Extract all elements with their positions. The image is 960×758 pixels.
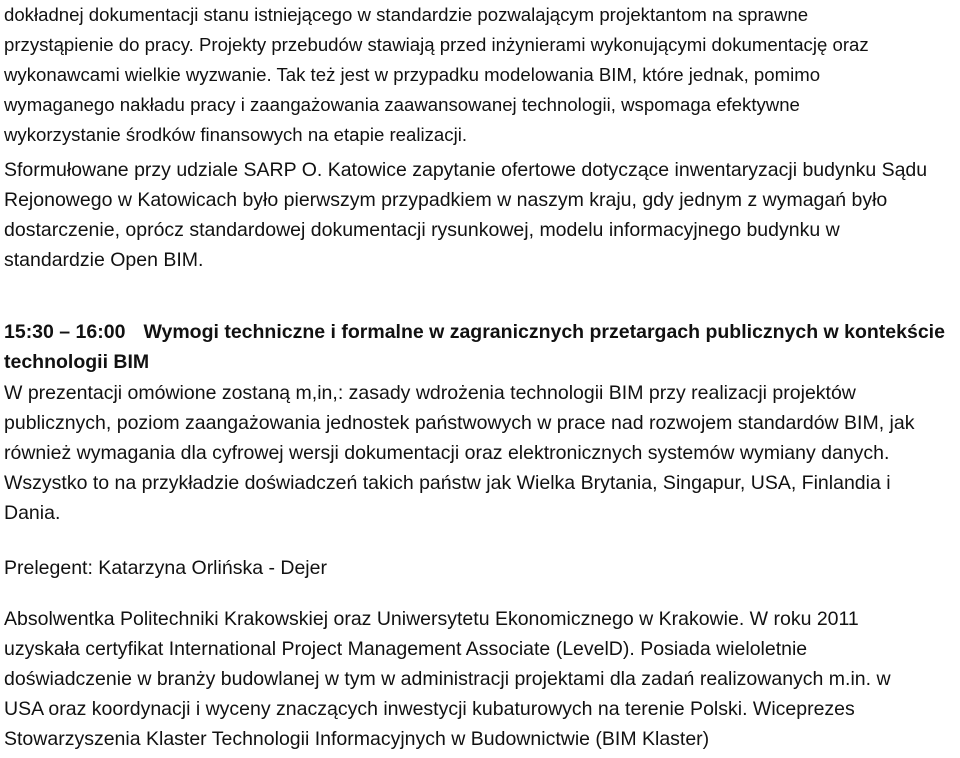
session-description-line: Wszystko to na przykładzie doświadczeń takich państw jak Wielka Brytania, Singapur, USA, Finlandia i (4, 472, 891, 494)
intro-line: wykonawcami wielkie wyzwanie. Tak też jest w przypadku modelowania BIM, które jednak, pomimo (4, 64, 821, 85)
speaker-bio-line: USA oraz koordynacji i wyceny znaczących inwestycji kubaturowych na terenie Polski. Wiceprezes (4, 698, 855, 720)
intro-line: wymaganego nakładu pracy i zaangażowania zaawansowanej technologii, wspomaga efektywne (4, 94, 800, 115)
session-description-line: publicznych, poziom zaangażowania jednostek państwowych w prace nad rozwojem standardów BIM, jak (4, 412, 915, 434)
speaker-label: Prelegent: Katarzyna Orlińska - Dejer (4, 557, 327, 579)
example-line: standardzie Open BIM. (4, 249, 204, 271)
session-title-line (4, 317, 956, 347)
example-line: Sformułowane przy udziale SARP O. Katowice zapytanie ofertowe dotyczące inwentaryzacji budynku Sądu (4, 159, 928, 181)
session-title: Wymogi techniczne i formalne w zagranicznych przetargach publicznych w kontekście (143, 321, 945, 343)
intro-paragraph (4, 0, 956, 150)
session-description-line: Dania. (4, 502, 61, 524)
session-description (4, 378, 956, 528)
intro-line: przystąpienie do pracy. Projekty przebudów stawiają przed inżynierami wykonującymi dokumentację oraz (4, 34, 869, 55)
speaker-bio-line: Stowarzyszenia Klaster Technologii Informacyjnych w Budownictwie (BIM Klaster) (4, 728, 710, 750)
speaker-bio-line: Absolwentka Politechniki Krakowskiej oraz Uniwersytetu Ekonomicznego w Krakowie. W roku 2011 (4, 608, 859, 630)
session-time-range: 15:30 – 16:00 (4, 321, 126, 343)
intro-line: dokładnej dokumentacji stanu istniejącego w standardzie pozwalającym projektantom na sprawne (4, 4, 809, 25)
example-line: Rejonowego w Katowicach było pierwszym przypadkiem w naszym kraju, gdy jednym z wymagań było (4, 189, 888, 211)
speaker-bio-line: uzyskała certyfikat International Project Management Associate (LevelD). Posiada wieloletnie (4, 638, 808, 660)
session-description-line: W prezentacji omówione zostaną m,in,: zasady wdrożenia technologii BIM przy realizacji projektów (4, 382, 856, 404)
speaker-label-block (4, 553, 956, 583)
example-paragraph (4, 155, 956, 275)
session-title-continued: technologii BIM (4, 351, 150, 373)
speaker-bio (4, 604, 956, 754)
example-line: dostarczenie, oprócz standardowej dokumentacji rysunkowej, modelu informacyjnego budynku w (4, 219, 840, 241)
intro-line: wykorzystanie środków finansowych na etapie realizacji. (4, 124, 467, 145)
speaker-bio-line: doświadczenie w branży budowlanej w tym w administracji projektami dla zadań realizowanych m.in. w (4, 668, 891, 690)
session-description-line: również wymagania dla cyfrowej wersji dokumentacji oraz elektronicznych systemów wymiany danych. (4, 442, 890, 464)
session-heading (4, 317, 956, 377)
